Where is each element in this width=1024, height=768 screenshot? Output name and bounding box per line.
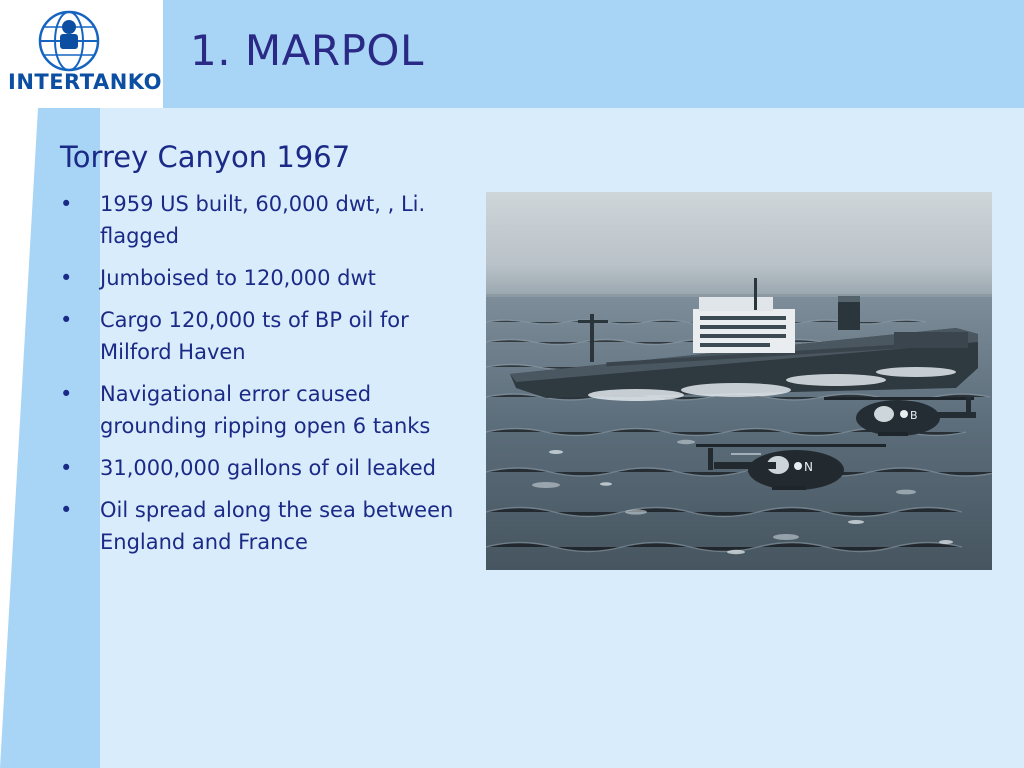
intertanko-logo [8, 8, 162, 100]
list-item-label: 31,000,000 gallons of oil leaked [100, 456, 436, 480]
globe-icon [38, 10, 100, 72]
list-item-label: 1959 US built, 60,000 dwt, , Li. flagged [100, 192, 426, 248]
bullet-marker-icon: • [60, 266, 73, 290]
list-item-label: Navigational error caused grounding ripping open 6 tanks [100, 382, 431, 438]
list-item [60, 262, 480, 294]
list-item [60, 304, 480, 368]
svg-text:B: B [910, 409, 918, 422]
svg-text:N: N [804, 460, 813, 474]
list-item-label: Oil spread along the sea between England and France [100, 498, 454, 554]
list-item [60, 452, 480, 484]
bullet-marker-icon: • [60, 382, 73, 406]
list-item [60, 188, 480, 252]
logo-wordmark: INTERTANKO [8, 70, 162, 94]
content-heading: Torrey Canyon 1967 [60, 140, 351, 174]
torrey-canyon-photo [486, 192, 992, 570]
list-item-label: Cargo 120,000 ts of BP oil for Milford Haven [100, 308, 409, 364]
bullet-list [60, 188, 480, 568]
list-item [60, 378, 480, 442]
bullet-marker-icon: • [60, 308, 73, 332]
bullet-marker-icon: • [60, 498, 73, 522]
bullet-marker-icon: • [60, 456, 73, 480]
bullet-marker-icon: • [60, 192, 73, 216]
list-item [60, 494, 480, 558]
page-title: 1. MARPOL [190, 26, 424, 75]
list-item-label: Jumboised to 120,000 dwt [100, 266, 376, 290]
